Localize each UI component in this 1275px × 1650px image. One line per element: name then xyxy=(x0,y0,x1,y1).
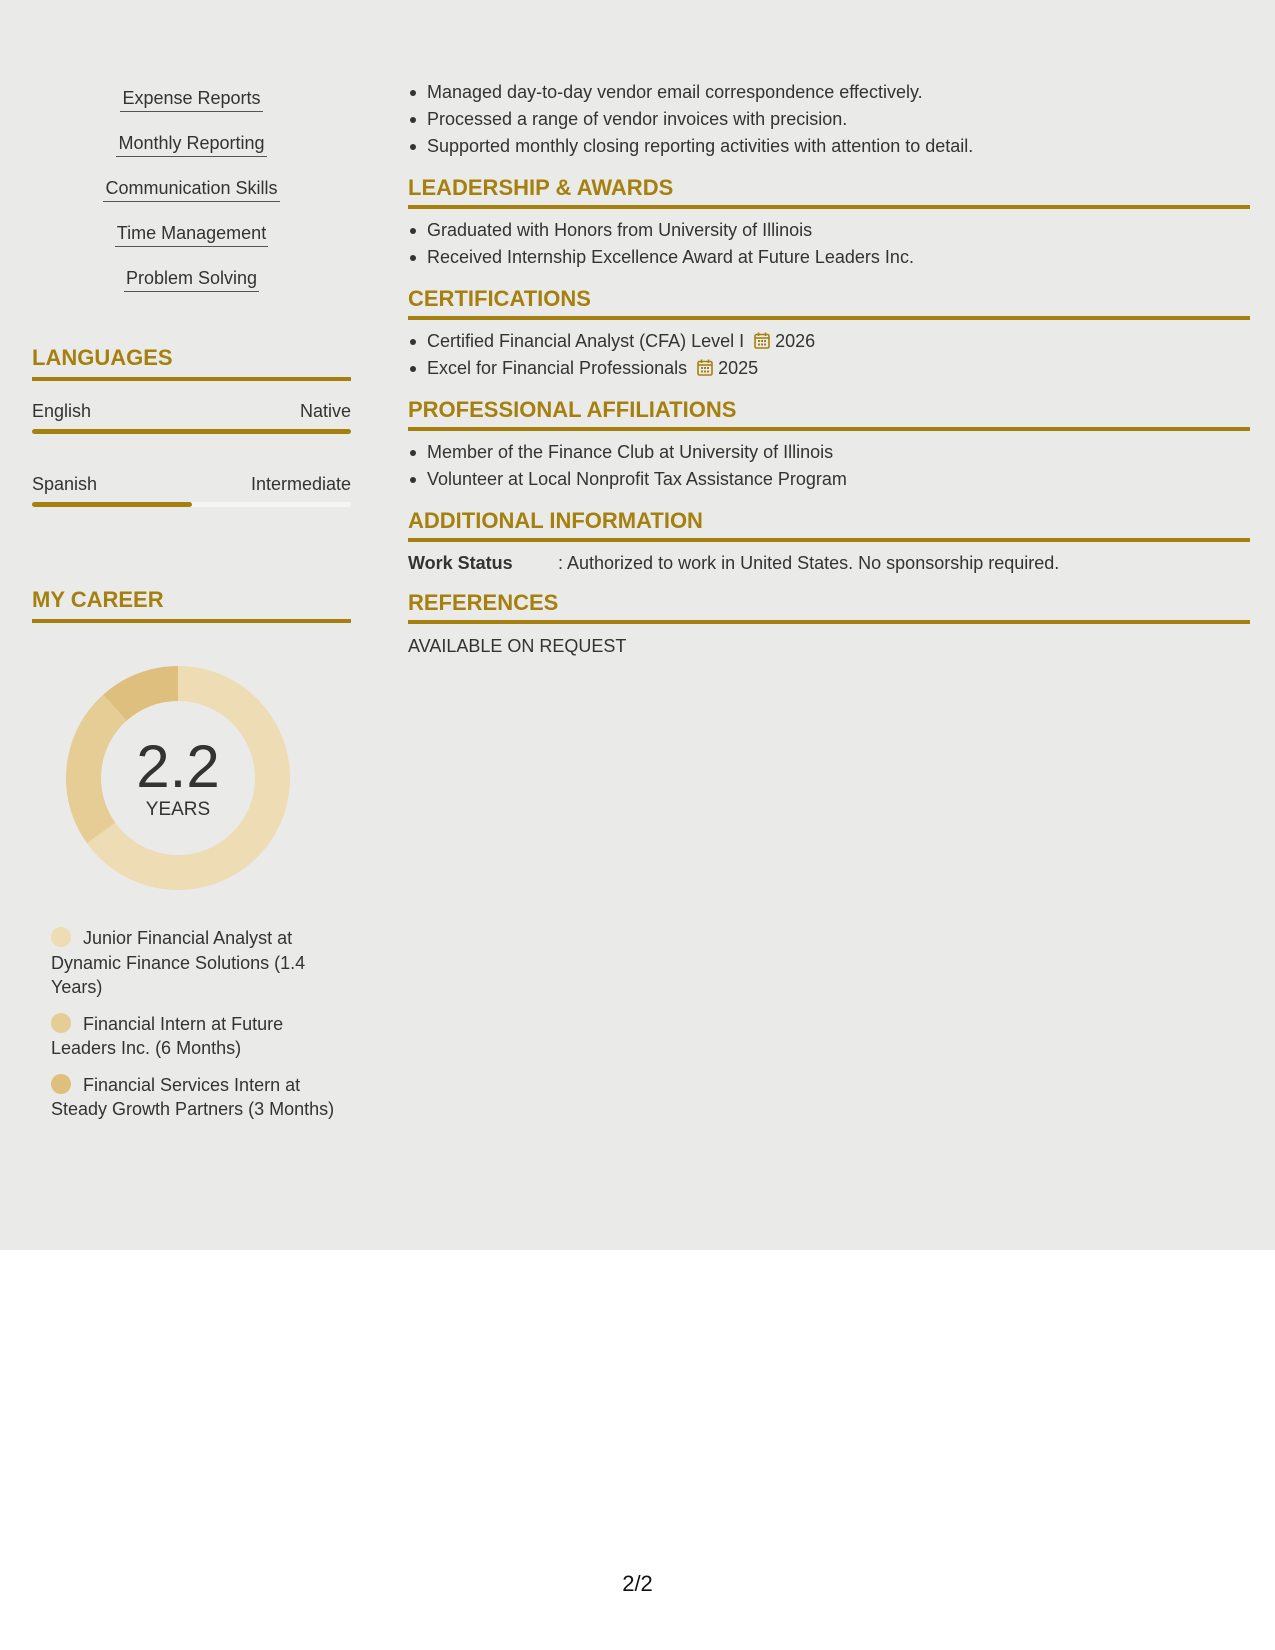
career-total-value: 2.2 xyxy=(136,733,220,800)
career-legend-item: Financial Intern at Future Leaders Inc. (6 Months) xyxy=(51,1013,284,1058)
references-text: AVAILABLE ON REQUEST xyxy=(408,636,627,656)
experience-bullets xyxy=(408,79,1250,160)
career-section xyxy=(32,586,351,1119)
language-level: Native xyxy=(299,401,351,421)
career-title: MY CAREER xyxy=(32,586,351,623)
list-item: Received Internship Excellence Award at Future Leaders Inc. xyxy=(408,244,1250,271)
legend-color-dot xyxy=(51,1074,71,1094)
language-item xyxy=(32,472,351,507)
additional-info-title: ADDITIONAL INFORMATION xyxy=(408,507,1250,542)
references-title: REFERENCES xyxy=(408,589,1250,624)
page-number: 2/2 xyxy=(622,1571,653,1596)
calendar-icon xyxy=(697,359,713,376)
languages-title: LANGUAGES xyxy=(32,344,351,381)
list-item: Processed a range of vendor invoices with precision. xyxy=(408,106,1250,133)
career-total-unit: YEARS xyxy=(145,799,211,820)
legend-color-dot xyxy=(51,927,71,947)
certification-year: 2026 xyxy=(775,331,816,351)
career-donut-chart xyxy=(66,666,290,890)
language-proficiency-fill xyxy=(32,429,351,434)
sidebar xyxy=(32,0,351,1250)
language-level: Intermediate xyxy=(250,474,351,494)
skill-item: Time Management xyxy=(32,221,351,266)
list-item: Member of the Finance Club at University of Illinois xyxy=(408,439,1250,466)
list-item xyxy=(408,355,1250,382)
work-status-value: : Authorized to work in United States. No sponsorship required. xyxy=(558,553,1060,573)
certifications-title: CERTIFICATIONS xyxy=(408,285,1250,320)
list-item: Managed day-to-day vendor email correspondence effectively. xyxy=(408,79,1250,106)
main-content xyxy=(408,0,1250,658)
skill-item: Expense Reports xyxy=(32,86,351,131)
list-item: Volunteer at Local Nonprofit Tax Assistance Program xyxy=(408,466,1250,493)
certifications-list xyxy=(408,328,1250,382)
certification-year: 2025 xyxy=(718,358,759,378)
skills-list xyxy=(32,86,351,311)
list-item: Supported monthly closing reporting activities with attention to detail. xyxy=(408,133,1250,160)
calendar-icon xyxy=(754,332,770,349)
skill-item: Problem Solving xyxy=(32,266,351,311)
language-proficiency-bar xyxy=(32,429,351,434)
work-status-label: Work Status xyxy=(408,553,513,573)
affiliations-title: PROFESSIONAL AFFILIATIONS xyxy=(408,396,1250,431)
career-legend xyxy=(51,926,341,1134)
language-item xyxy=(32,399,351,434)
certification-name: Excel for Financial Professionals xyxy=(427,358,688,378)
skill-item: Communication Skills xyxy=(32,176,351,221)
leadership-list xyxy=(408,217,1250,271)
leadership-title: LEADERSHIP & AWARDS xyxy=(408,174,1250,209)
legend-color-dot xyxy=(51,1013,71,1033)
language-name: Spanish xyxy=(32,474,98,494)
language-name: English xyxy=(32,401,92,421)
skill-item: Monthly Reporting xyxy=(32,131,351,176)
career-legend-item: Junior Financial Analyst at Dynamic Finance Solutions (1.4 Years) xyxy=(51,928,306,997)
list-item xyxy=(408,328,1250,355)
work-status-row xyxy=(408,551,1250,575)
career-legend-item: Financial Services Intern at Steady Growth Partners (3 Months) xyxy=(51,1074,335,1119)
language-proficiency-fill xyxy=(32,502,192,507)
certification-name: Certified Financial Analyst (CFA) Level I xyxy=(427,331,745,351)
language-proficiency-bar xyxy=(32,502,351,507)
affiliations-list xyxy=(408,439,1250,493)
languages-section xyxy=(32,344,351,507)
list-item: Graduated with Honors from University of Illinois xyxy=(408,217,1250,244)
